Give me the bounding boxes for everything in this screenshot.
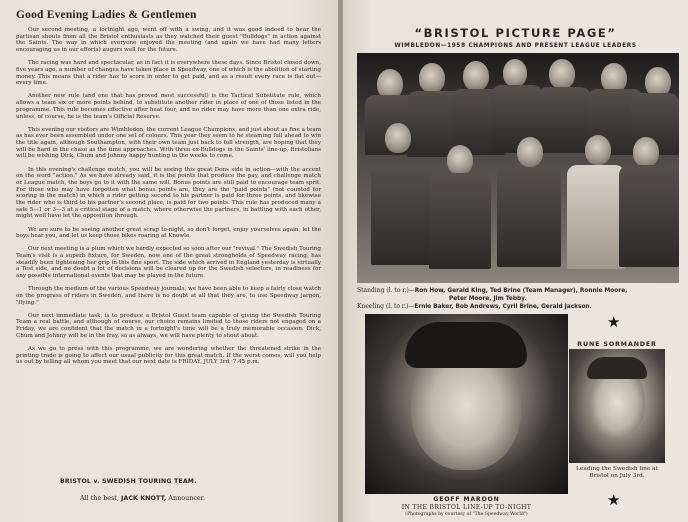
hair-shape — [405, 322, 527, 368]
rider-body — [371, 165, 433, 265]
paragraph: Our next immediate task, is to produce a Bristol Guest team capable of giving the Swedish Touring Team a real battle, and although of course, our choice remains limited to those riders not engaged on a Friday, we are confident that the match in a fortnight's time will be a truly memorable occasion. Dick, Chum and Johnny will be in the fray, so as always, we will have plenty to shout about. — [16, 312, 321, 339]
standing-line-cont — [357, 295, 679, 303]
star-icon: ★ — [607, 491, 621, 509]
team-photo — [357, 53, 679, 283]
signoff-role: Announcer. — [168, 494, 206, 502]
rune-sormander-name: RUNE SORMANDER — [577, 340, 657, 348]
paragraph: In this evening's challenge match, you will be seeing this great Dons side in action—with the accent on the word "action." As we have already said, it is the points that produce the pay, and challenge match or League match, the boys go to it with the same will. Bonus points are still paid to encourage team sprit. For those who may have forgotten what bonus points are, they are the "paid points" (not counted for scoring in the match) in which a rider getting second to his partner is paid for three points, and likewise the rider who is third to his partner's second place, is paid for two points. This rule has produced many a safe 5—1 or 3—3 at a critical stage of a match, where otherwise the partners, in battling with each other, might well have let the opposition through. — [16, 166, 321, 220]
paragraph: Through the medium of the various Speedway journals, we have been able to keep a fairly close watch on the progress of riders in Sweden, and there is no doubt at all that they are, to use Speedway jargon, "flying." — [16, 286, 321, 306]
signoff-prefix: All the best, — [80, 494, 119, 502]
right-page — [343, 0, 688, 522]
kneeling-label: Kneeling (l. to r.)— — [357, 303, 415, 311]
rider-head — [549, 59, 575, 89]
paragraph: Our second meeting, a fortnight ago, went off with a swing, and it was good indeed to hear the partisan shouts from all the Bristol enthusiasts as they watched their guest "Bulldogs" in action against the Saints. The way in which everyone enjoyed the meeting (and again we have had many letters encouraging us in our efforts) augurs well for the future. — [16, 27, 321, 54]
kneeling-line — [357, 303, 679, 311]
rider-head — [385, 123, 411, 153]
rider-head — [447, 145, 473, 175]
rune-sormander-photo — [569, 349, 665, 463]
standing-names-cont: Peter Moore, Jim Tebby. — [449, 296, 527, 303]
photo-credit: (Photographs by courtesy of "The Speedway World") — [405, 512, 528, 517]
paragraph: We are sure to be seeing another great scrap to-night, so don't forget, enjoy yourselves again, let the boys hear you, and let us keep those bikes roaring at Knowle. — [16, 226, 321, 240]
rider-body — [619, 165, 679, 267]
standing-label: Standing (l. to r.)— — [357, 287, 415, 294]
rune-sormander-caption: Leading the Swedish line at Bristol on July 3rd. — [576, 466, 658, 479]
signoff — [80, 494, 205, 502]
star-icon: ★ — [607, 313, 621, 331]
rider-head — [585, 135, 611, 165]
rider-head — [633, 137, 659, 167]
manager-coat — [567, 165, 625, 269]
paragraph: As we go to press with this programme, we are wondering whether the threatened strike in the printing trade is going to affect our usual publicity for this great match. If the worst comes, will you help us out by telling all whom you meet that our next date is FRIDAY, JULY 3rd, 7.45 p.m. — [16, 345, 321, 366]
rider-body — [429, 173, 491, 269]
rider-head — [517, 137, 543, 167]
paragraph: Another new rule (and one that has proved most successful) is the Tactical Substitute rule, which allows a team six or more points behind, to substitute another rider in place of one of those listed in the programme. This rule becomes effective after heat four, and no rider may have more than one extra ride, unless, of course, he is the team's Official Reserve. — [16, 93, 321, 120]
standing-line — [357, 287, 679, 295]
article-body — [16, 27, 321, 372]
paragraph: The racing was hard and spectacular, as in fact it is everywhere these days. Since Bristol closed down, five years ago, a number of changes have taken place in Speedway, one of which is the abolition of starting money. This means that a rider has to score in order to get paid, and as a result every race is flat out—every time. — [16, 60, 321, 87]
picture-page-subtitle: WIMBLEDON—1958 CHAMPIONS AND PRESENT LEAGUE LEADERS — [394, 43, 637, 49]
kneeling-names: Ernie Baker, Bob Andrews, Cyril Brine, Gerald Jackson. — [414, 304, 592, 311]
rider-head — [503, 59, 527, 87]
geoff-maroon-photo — [365, 314, 568, 494]
geoff-maroon-name: GEOFF MAROON — [433, 496, 500, 503]
standing-names: Ron How, Gerald King, Ted Brine (Team Manager), Ronnie Moore, — [414, 288, 628, 294]
left-page — [0, 0, 340, 522]
geoff-maroon-caption: IN THE BRISTOL LINE-UP TO-NIGHT — [401, 504, 532, 511]
fixture-line: BRISTOL v. SWEDISH TOURING TEAM. — [60, 478, 197, 485]
team-photo-caption — [357, 287, 679, 312]
paragraph: This evening our visitors are Wimbledon, the current League Champions, and just about as fine a team as has ever been assembled under one set of colours. This year they seem to be steaming full ahead to win the title again, although Southampton, with their own team just back to full strength, are hoping that they will be hard in the chase as the time approaches. With three ex-Bulldogs in the Saints' line-up, Bristolians will be wishing Dick, Chum and Johnny happy hunting in the weeks to come. — [16, 126, 321, 160]
paragraph: Our next meeting is a plum which we hardly expected so soon after our "revival." The Swedish Touring Team's visit is a superb fixture, for Sweden, now one of the great strongholds of Speedway racing, has steadily been tightening her grip in this fine sport. The side which arrived in England yesterday is virtually a Test side, and no doubt a lot of decisions will be cleared up for the Swedish selectors, in readiness for any possible international events that may be played in the future. — [16, 246, 321, 280]
hair-shape — [587, 357, 647, 379]
signoff-name: JACK KNOTT, — [121, 494, 167, 502]
picture-page-title: “BRISTOL PICTURE PAGE” — [414, 26, 617, 40]
rider-head — [463, 61, 489, 91]
greeting-heading: Good Evening Ladies & Gentlemen — [16, 9, 197, 21]
rider-body — [537, 87, 591, 153]
rider-head — [419, 63, 445, 93]
rider-body — [497, 167, 561, 267]
